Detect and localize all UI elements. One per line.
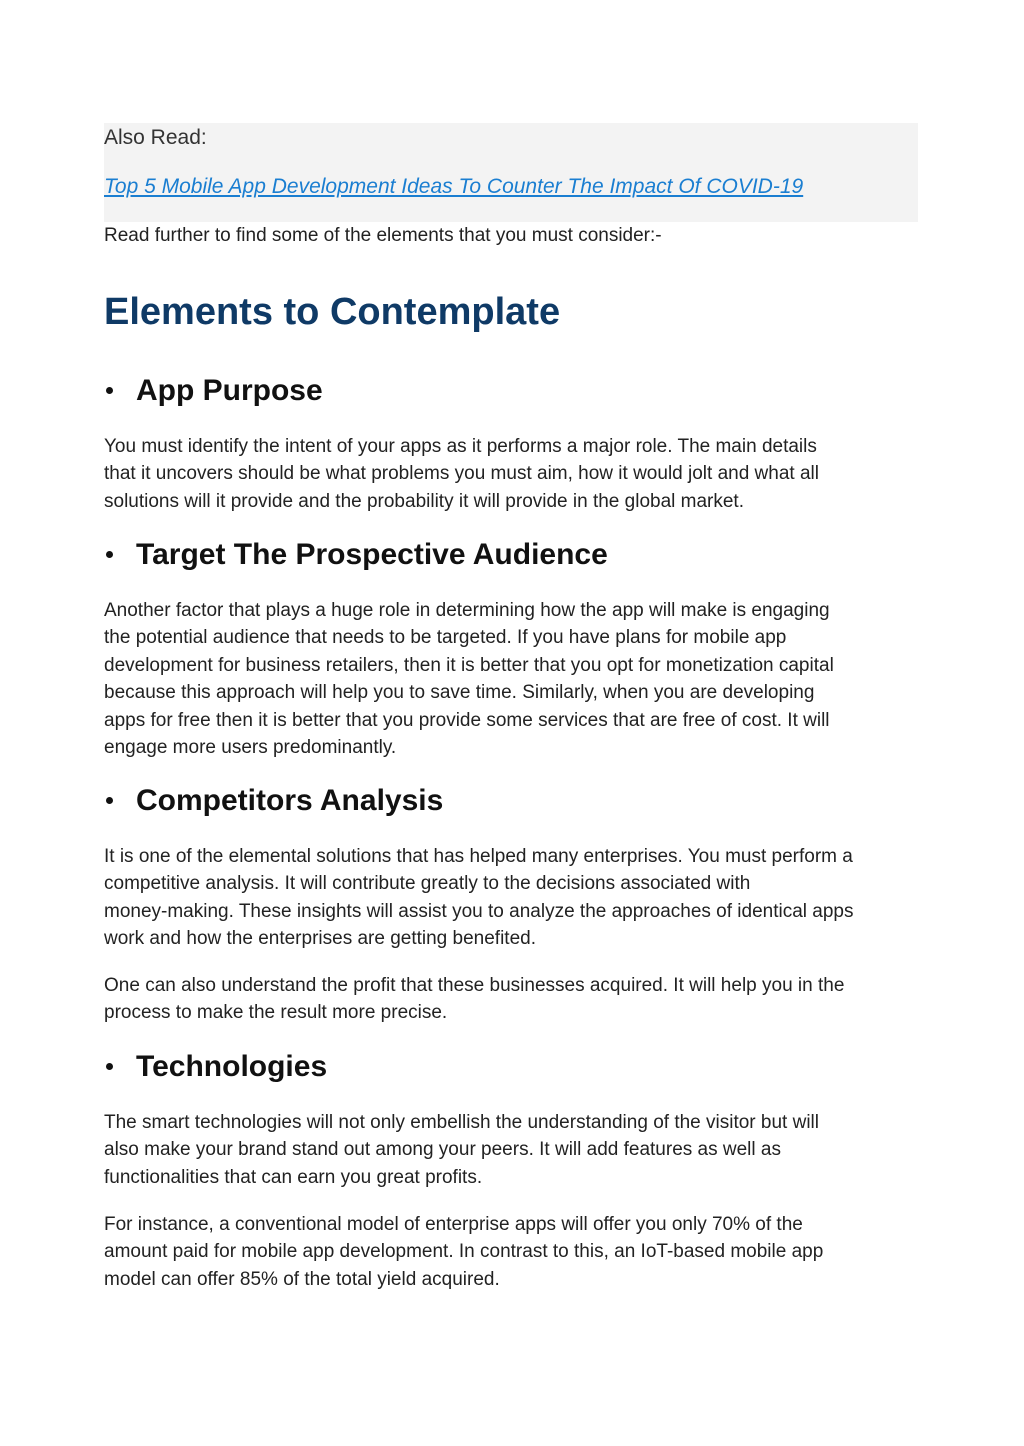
paragraph [104, 843, 918, 953]
bullet-icon [106, 387, 113, 394]
text-line: apps for free then it is better that you provide some services that are free of cost. It will [104, 709, 830, 731]
text-line: money-making. These insights will assist you to analyze the approaches of identical apps [104, 900, 854, 922]
text-line: also make your brand stand out among your peers. It will add features as well as [104, 1139, 781, 1161]
section-heading-target-audience [136, 536, 608, 574]
text-line: model can offer 85% of the total yield acquired. [104, 1268, 500, 1290]
paragraph [104, 1109, 918, 1191]
also-read-box [104, 123, 918, 222]
section-heading-text: Technologies [136, 1050, 328, 1083]
intro-text: Read further to find some of the elements that you must consider:- [104, 225, 662, 246]
paragraph [104, 1211, 918, 1293]
text-line: process to make the result more precise. [104, 1002, 448, 1024]
text-line: amount paid for mobile app development. In contrast to this, an IoT-based mobile app [104, 1241, 824, 1263]
text-line: engage more users predominantly. [104, 737, 397, 759]
section-heading-text: Competitors Analysis [136, 784, 444, 817]
text-line: competitive analysis. It will contribute greatly to the decisions associated with [104, 873, 751, 895]
text-line: solutions will it provide and the probability it will provide in the global market. [104, 490, 744, 512]
text-line: functionalities that can earn you great profits. [104, 1166, 483, 1188]
bullet-icon [106, 551, 113, 558]
also-read-link[interactable]: Top 5 Mobile App Development Ideas To Counter The Impact Of COVID-19 [104, 175, 804, 198]
section-heading-text: Target The Prospective Audience [136, 538, 608, 571]
bullet-icon [106, 797, 113, 804]
text-line: It is one of the elemental solutions that has helped many enterprises. You must perform a [104, 846, 853, 867]
paragraph [104, 972, 918, 1027]
text-line: because this approach will help you to save time. Similarly, when you are developing [104, 682, 815, 704]
text-line: Another factor that plays a huge role in determining how the app will make is engaging [104, 600, 830, 621]
text-line: that it uncovers should be what problems you must aim, how it would jolt and what all [104, 463, 819, 485]
text-line: work and how the enterprises are getting benefited. [104, 928, 536, 950]
section-heading-competitors-analysis [136, 782, 443, 820]
text-line: development for business retailers, then it is better that you opt for monetization capital [104, 654, 834, 676]
text-line: For instance, a conventional model of enterprise apps will offer you only 70% of the [104, 1214, 803, 1235]
text-line: The smart technologies will not only embellish the understanding of the visitor but will [104, 1112, 819, 1133]
section-heading-app-purpose [136, 372, 323, 410]
text-line: One can also understand the profit that these businesses acquired. It will help you in the [104, 975, 845, 996]
paragraph [104, 433, 918, 515]
bullet-icon [106, 1063, 113, 1070]
text-line: You must identify the intent of your apps as it performs a major role. The main details [104, 436, 817, 457]
section-heading-text: App Purpose [136, 374, 323, 407]
also-read-label: Also Read: [104, 126, 207, 149]
section-heading-technologies [136, 1048, 327, 1086]
paragraph [104, 597, 918, 761]
page-title: Elements to Contemplate [104, 291, 561, 333]
text-line: the potential audience that needs to be targeted. If you have plans for mobile app [104, 627, 787, 649]
